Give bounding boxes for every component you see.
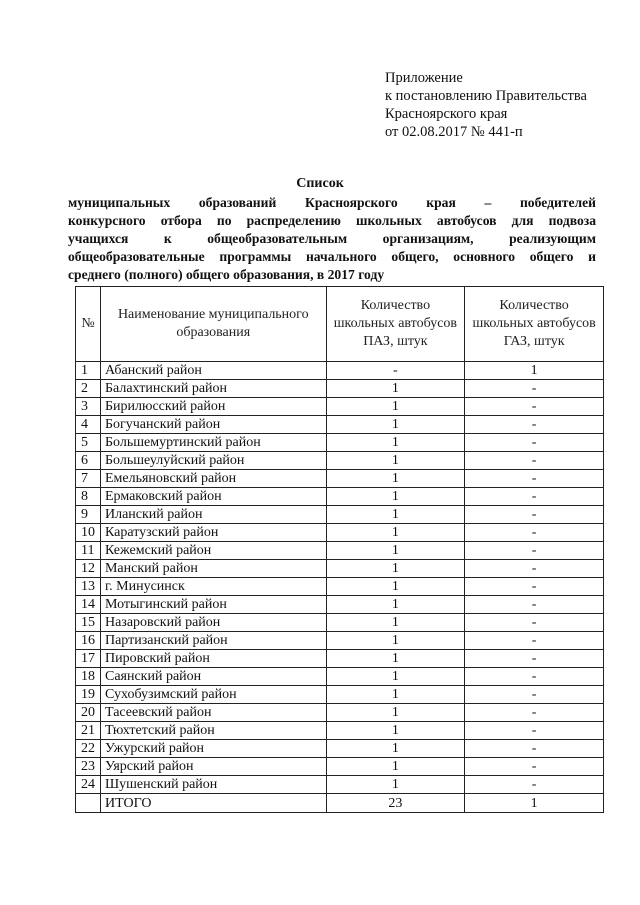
row-name: Тасеевский район <box>100 704 326 722</box>
row-name: Сухобузимский район <box>100 686 326 704</box>
table-row <box>76 578 604 596</box>
row-paz: 1 <box>326 632 465 650</box>
row-num: 1 <box>76 362 101 380</box>
row-name: Емельяновский район <box>100 470 326 488</box>
subtitle-line: муниципальных образований Красноярского края – победителей <box>68 195 596 210</box>
row-name: Большеулуйский район <box>100 452 326 470</box>
row-paz: 1 <box>326 722 465 740</box>
row-name: Шушенский район <box>100 776 326 794</box>
row-num: 6 <box>76 452 101 470</box>
row-name: Абанский район <box>100 362 326 380</box>
table-row <box>76 362 604 380</box>
row-name: Ужурский район <box>100 740 326 758</box>
table-row <box>76 668 604 686</box>
row-gaz: - <box>465 650 604 668</box>
row-num: 10 <box>76 524 101 542</box>
row-name: Богучанский район <box>100 416 326 434</box>
table-row <box>76 686 604 704</box>
row-paz: 1 <box>326 470 465 488</box>
table-row <box>76 776 604 794</box>
row-num: 13 <box>76 578 101 596</box>
row-name: Большемуртинский район <box>100 434 326 452</box>
table-row <box>76 488 604 506</box>
row-num: 5 <box>76 434 101 452</box>
row-gaz: - <box>465 470 604 488</box>
table-row <box>76 722 604 740</box>
row-gaz: - <box>465 578 604 596</box>
row-paz: 1 <box>326 776 465 794</box>
row-num: 2 <box>76 380 101 398</box>
table-row <box>76 614 604 632</box>
table-row <box>76 470 604 488</box>
row-paz: - <box>326 362 465 380</box>
row-paz: 1 <box>326 614 465 632</box>
appendix-line: к постановлению Правительства <box>385 88 587 104</box>
total-gaz: 1 <box>465 794 604 813</box>
row-gaz: - <box>465 668 604 686</box>
row-paz: 1 <box>326 740 465 758</box>
row-name: Каратузский район <box>100 524 326 542</box>
row-name: Манский район <box>100 560 326 578</box>
row-gaz: 1 <box>465 362 604 380</box>
header-name: Наименование муниципального образования <box>100 287 326 362</box>
header-num: № <box>76 287 101 362</box>
total-paz: 23 <box>326 794 465 813</box>
row-gaz: - <box>465 632 604 650</box>
row-num: 17 <box>76 650 101 668</box>
row-num: 21 <box>76 722 101 740</box>
subtitle-line: конкурсного отбора по распределению школьных автобусов для подвоза <box>68 213 596 228</box>
row-paz: 1 <box>326 560 465 578</box>
row-gaz: - <box>465 452 604 470</box>
row-gaz: - <box>465 488 604 506</box>
row-paz: 1 <box>326 668 465 686</box>
row-paz: 1 <box>326 452 465 470</box>
appendix-line: Красноярского края <box>385 106 508 122</box>
row-num: 24 <box>76 776 101 794</box>
row-name: Мотыгинский район <box>100 596 326 614</box>
table-row <box>76 704 604 722</box>
table-row <box>76 758 604 776</box>
row-paz: 1 <box>326 686 465 704</box>
row-gaz: - <box>465 614 604 632</box>
row-paz: 1 <box>326 704 465 722</box>
table-body <box>76 362 604 794</box>
subtitle-line: среднего (полного) общего образования, в 2017 году <box>68 267 385 282</box>
subtitle-line: учащихся к общеобразовательным организациям, реализующим <box>68 231 596 246</box>
row-paz: 1 <box>326 578 465 596</box>
header-paz: Количество школьных автобусов ПАЗ, штук <box>326 287 465 362</box>
table-row <box>76 380 604 398</box>
row-gaz: - <box>465 380 604 398</box>
table-row <box>76 524 604 542</box>
table-row <box>76 416 604 434</box>
total-row <box>76 794 604 813</box>
row-num: 20 <box>76 704 101 722</box>
row-paz: 1 <box>326 416 465 434</box>
row-gaz: - <box>465 524 604 542</box>
row-num: 23 <box>76 758 101 776</box>
table-row <box>76 506 604 524</box>
row-num: 22 <box>76 740 101 758</box>
row-gaz: - <box>465 398 604 416</box>
row-gaz: - <box>465 434 604 452</box>
row-paz: 1 <box>326 434 465 452</box>
row-paz: 1 <box>326 488 465 506</box>
row-name: Назаровский район <box>100 614 326 632</box>
table-row <box>76 452 604 470</box>
row-name: Бирилюсский район <box>100 398 326 416</box>
row-gaz: - <box>465 506 604 524</box>
table-row <box>76 560 604 578</box>
table-row <box>76 650 604 668</box>
row-gaz: - <box>465 704 604 722</box>
total-label: ИТОГО <box>100 794 326 813</box>
row-gaz: - <box>465 542 604 560</box>
municipalities-table <box>75 286 604 813</box>
row-name: Балахтинский район <box>100 380 326 398</box>
table-row <box>76 398 604 416</box>
row-paz: 1 <box>326 542 465 560</box>
header-gaz: Количество школьных автобусов ГАЗ, штук <box>465 287 604 362</box>
row-name: Тюхтетский район <box>100 722 326 740</box>
row-name: Пировский район <box>100 650 326 668</box>
row-num: 3 <box>76 398 101 416</box>
appendix-line: от 02.08.2017 № 441-п <box>385 124 523 140</box>
subtitle-line: общеобразовательные программы начального общего, основного общего и <box>68 249 596 264</box>
document-title: Список <box>296 176 344 191</box>
row-gaz: - <box>465 740 604 758</box>
appendix-block <box>385 69 587 141</box>
row-num: 4 <box>76 416 101 434</box>
row-gaz: - <box>465 722 604 740</box>
table-row <box>76 596 604 614</box>
row-paz: 1 <box>326 758 465 776</box>
row-name: Саянский район <box>100 668 326 686</box>
table-row <box>76 632 604 650</box>
row-num: 14 <box>76 596 101 614</box>
row-paz: 1 <box>326 398 465 416</box>
row-num: 8 <box>76 488 101 506</box>
row-name: Иланский район <box>100 506 326 524</box>
row-paz: 1 <box>326 506 465 524</box>
row-num: 11 <box>76 542 101 560</box>
row-num: 9 <box>76 506 101 524</box>
row-gaz: - <box>465 686 604 704</box>
appendix-line: Приложение <box>385 70 463 86</box>
row-paz: 1 <box>326 596 465 614</box>
row-num: 15 <box>76 614 101 632</box>
table-row <box>76 542 604 560</box>
row-paz: 1 <box>326 524 465 542</box>
table-row <box>76 434 604 452</box>
row-name: Уярский район <box>100 758 326 776</box>
row-num: 18 <box>76 668 101 686</box>
row-gaz: - <box>465 560 604 578</box>
row-gaz: - <box>465 758 604 776</box>
row-paz: 1 <box>326 380 465 398</box>
row-paz: 1 <box>326 650 465 668</box>
row-name: г. Минусинск <box>100 578 326 596</box>
row-num: 19 <box>76 686 101 704</box>
row-name: Кежемский район <box>100 542 326 560</box>
row-num: 16 <box>76 632 101 650</box>
row-num: 12 <box>76 560 101 578</box>
row-gaz: - <box>465 416 604 434</box>
table-header-row <box>76 287 604 362</box>
total-num <box>76 794 101 813</box>
table-row <box>76 740 604 758</box>
row-name: Ермаковский район <box>100 488 326 506</box>
row-num: 7 <box>76 470 101 488</box>
row-name: Партизанский район <box>100 632 326 650</box>
row-gaz: - <box>465 776 604 794</box>
row-gaz: - <box>465 596 604 614</box>
document-subtitle <box>68 194 596 284</box>
